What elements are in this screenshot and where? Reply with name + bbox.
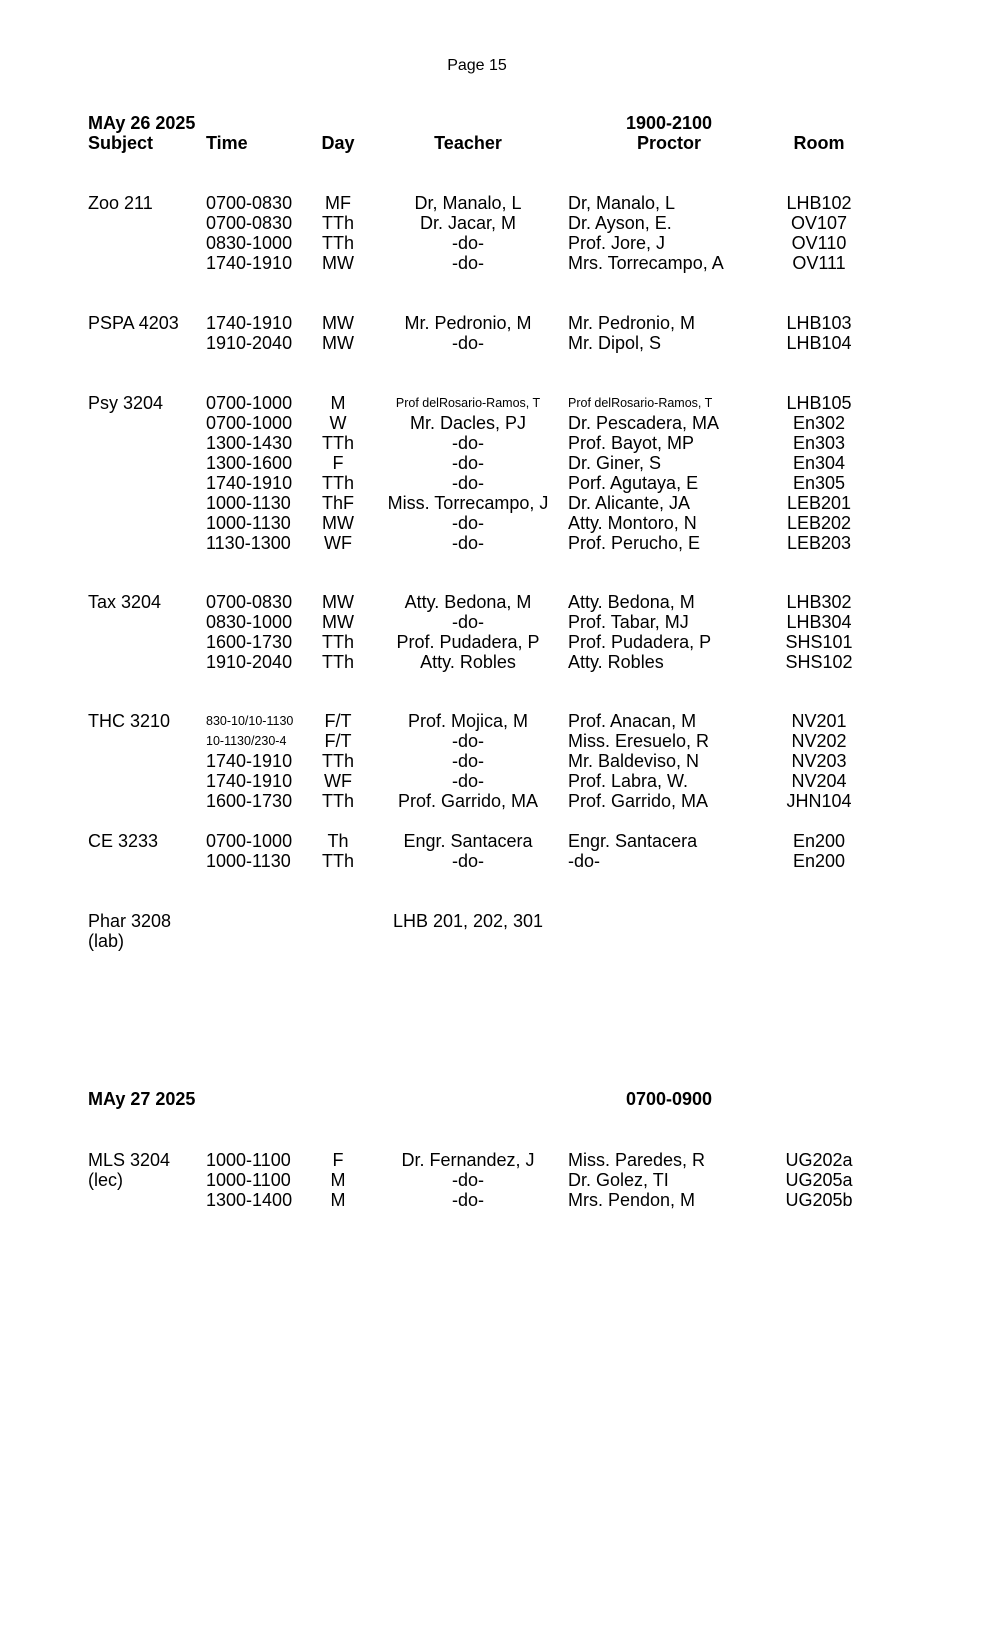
cell-time: 1740-1910 [206,771,293,791]
cell-proctor: Prof. Labra, W. [568,771,689,791]
cell-proctor: Atty. Robles [568,652,664,672]
cell-teacher: Atty. Robles [420,652,516,672]
cell-proctor: Mrs. Torrecampo, A [568,253,724,273]
cell-day: TTh [321,632,355,652]
cell-room: En200 [792,831,846,851]
cell-room: UG205a [785,1170,853,1190]
cell-day: TTh [321,791,355,811]
cell-room: LEB202 [786,513,852,533]
cell-time: 1910-2040 [206,652,293,672]
subject-code: (lab) [88,931,125,951]
cell-room: NV203 [791,751,847,771]
cell-proctor: Dr. Alicante, JA [568,493,691,513]
cell-day: Th [327,831,349,851]
cell-teacher: Miss. Torrecampo, J [387,493,549,513]
cell-proctor: Mr. Baldeviso, N [568,751,700,771]
cell-room: OV110 [791,233,847,253]
cell-time: 1300-1600 [206,453,293,473]
cell-proctor: Prof delRosario-Ramos, T [568,396,713,410]
cell-room: En303 [792,433,846,453]
cell-proctor: Prof. Garrido, MA [568,791,709,811]
cell-room: LHB102 [786,193,852,213]
cell-time: 1740-1910 [206,473,293,493]
subject-code: Tax 3204 [88,592,162,612]
cell-time: 0700-0830 [206,592,293,612]
cell-room: OV107 [790,213,848,233]
cell-proctor: Prof. Jore, J [568,233,666,253]
cell-proctor: Prof. Tabar, MJ [568,612,689,632]
subject-code: THC 3210 [88,711,171,731]
cell-teacher: Engr. Santacera [403,831,533,851]
cell-proctor: Dr. Golez, TI [568,1170,669,1190]
cell-teacher: Mr. Dacles, PJ [409,413,527,433]
cell-teacher: -do- [451,751,485,771]
cell-room: SHS101 [785,632,853,652]
cell-room: En200 [792,851,846,871]
subject-code: MLS 3204 [88,1150,171,1170]
column-header-day: Day [321,133,355,153]
cell-day: ThF [321,493,355,513]
cell-proctor: Dr, Manalo, L [568,193,676,213]
cell-room: En305 [792,473,846,493]
cell-day: MW [322,612,354,632]
cell-time: 1300-1430 [206,433,293,453]
cell-room: En302 [792,413,846,433]
cell-room: LEB203 [786,533,852,553]
cell-teacher: -do- [451,731,485,751]
column-header-time: Time [206,133,248,153]
cell-time: 0700-1000 [206,831,293,851]
exam-date: MAy 27 2025 [88,1089,196,1109]
cell-proctor: Mrs. Pendon, M [568,1190,696,1210]
cell-time: 1600-1730 [206,632,293,652]
cell-room: OV111 [792,253,846,273]
cell-teacher: -do- [451,253,485,273]
cell-time: 0700-0830 [206,213,293,233]
cell-day: M [330,1190,346,1210]
cell-time: 1910-2040 [206,333,293,353]
cell-room: NV201 [791,711,847,731]
cell-room: SHS102 [785,652,853,672]
subject-code: Phar 3208 [88,911,172,931]
cell-day: TTh [321,751,355,771]
subject-code: Psy 3204 [88,393,164,413]
cell-teacher: Mr. Pedronio, M [404,313,532,333]
cell-teacher: LHB 201, 202, 301 [392,911,544,931]
cell-day: F/T [324,711,352,731]
cell-time: 830-10/10-1130 [206,714,294,728]
cell-proctor: Prof. Bayot, MP [568,433,695,453]
cell-time: 0700-0830 [206,193,293,213]
cell-room: En304 [792,453,846,473]
cell-room: LHB304 [786,612,852,632]
cell-room: NV202 [791,731,847,751]
cell-teacher: Prof. Pudadera, P [396,632,540,652]
cell-time: 1740-1910 [206,253,293,273]
cell-proctor: Prof. Pudadera, P [568,632,712,652]
cell-teacher: -do- [451,233,485,253]
cell-day: WF [324,533,352,553]
cell-time: 0700-1000 [206,393,293,413]
cell-time: 0830-1000 [206,612,293,632]
cell-teacher: -do- [451,433,485,453]
cell-time: 1000-1100 [206,1150,291,1170]
cell-proctor: Atty. Bedona, M [568,592,695,612]
cell-time: 1300-1400 [206,1190,293,1210]
page-number: Page 15 [447,57,507,74]
column-header-room: Room [793,133,845,153]
subject-code: (lec) [88,1170,123,1190]
cell-teacher: Atty. Bedona, M [404,592,532,612]
cell-day: TTh [321,233,355,253]
cell-proctor: Mr. Dipol, S [568,333,662,353]
cell-teacher: -do- [451,612,485,632]
cell-time: 0830-1000 [206,233,293,253]
cell-time: 1000-1130 [206,493,291,513]
cell-proctor: Prof. Anacan, M [568,711,697,731]
cell-day: MW [322,513,354,533]
cell-day: W [329,413,347,433]
cell-room: LEB201 [786,493,852,513]
cell-proctor: Dr. Ayson, E. [568,213,672,233]
cell-teacher: -do- [451,473,485,493]
cell-teacher: -do- [451,851,485,871]
cell-day: TTh [321,652,355,672]
exam-time-slot: 1900-2100 [625,113,713,133]
cell-room: LHB104 [786,333,852,353]
cell-day: TTh [321,433,355,453]
cell-day: F [332,453,344,473]
cell-time: 1740-1910 [206,313,293,333]
cell-day: WF [324,771,352,791]
cell-room: LHB103 [786,313,852,333]
cell-time: 1000-1130 [206,513,291,533]
cell-proctor: Miss. Eresuelo, R [568,731,710,751]
cell-teacher: Prof. Mojica, M [407,711,529,731]
cell-day: F/T [324,731,352,751]
cell-teacher: Prof. Garrido, MA [397,791,539,811]
subject-code: PSPA 4203 [88,313,179,333]
cell-time: 1000-1100 [206,1170,291,1190]
exam-time-slot: 0700-0900 [625,1089,713,1109]
cell-teacher: -do- [451,1190,485,1210]
cell-day: MW [322,313,354,333]
cell-time: 0700-1000 [206,413,293,433]
cell-teacher: Dr. Fernandez, J [401,1150,535,1170]
cell-teacher: -do- [451,453,485,473]
cell-day: M [330,393,346,413]
cell-proctor: Dr. Giner, S [568,453,662,473]
cell-proctor: Miss. Paredes, R [568,1150,706,1170]
cell-proctor: Porf. Agutaya, E [568,473,699,493]
column-header-proctor: Proctor [636,133,702,153]
cell-time: 1600-1730 [206,791,293,811]
cell-teacher: -do- [451,533,485,553]
cell-day: MW [322,333,354,353]
cell-day: TTh [321,213,355,233]
cell-room: LHB105 [786,393,852,413]
cell-day: MW [322,253,354,273]
cell-time: 1130-1300 [206,533,291,553]
exam-date: MAy 26 2025 [88,113,196,133]
subject-code: Zoo 211 [88,193,153,213]
cell-room: NV204 [791,771,847,791]
column-header-teacher: Teacher [434,133,502,153]
cell-day: MF [325,193,351,213]
cell-proctor: Atty. Montoro, N [568,513,697,533]
cell-time: 1000-1130 [206,851,291,871]
cell-teacher: -do- [451,1170,485,1190]
cell-proctor: -do- [568,851,601,871]
column-header-subject: Subject [88,133,154,153]
cell-room: UG205b [785,1190,853,1210]
cell-day: MW [322,592,354,612]
subject-code: CE 3233 [88,831,159,851]
cell-proctor: Dr. Pescadera, MA [568,413,720,433]
cell-teacher: -do- [451,513,485,533]
cell-day: F [332,1150,344,1170]
cell-time: 10-1130/230-4 [206,734,287,748]
cell-proctor: Engr. Santacera [568,831,698,851]
cell-teacher: Dr. Jacar, M [419,213,517,233]
cell-room: LHB302 [786,592,852,612]
cell-proctor: Prof. Perucho, E [568,533,701,553]
cell-day: TTh [321,473,355,493]
cell-day: TTh [321,851,355,871]
cell-teacher: Prof delRosario-Ramos, T [395,396,541,410]
cell-proctor: Mr. Pedronio, M [568,313,696,333]
cell-time: 1740-1910 [206,751,293,771]
cell-day: M [330,1170,346,1190]
cell-teacher: Dr, Manalo, L [414,193,522,213]
cell-teacher: -do- [451,771,485,791]
cell-room: JHN104 [786,791,852,811]
cell-teacher: -do- [451,333,485,353]
cell-room: UG202a [785,1150,853,1170]
